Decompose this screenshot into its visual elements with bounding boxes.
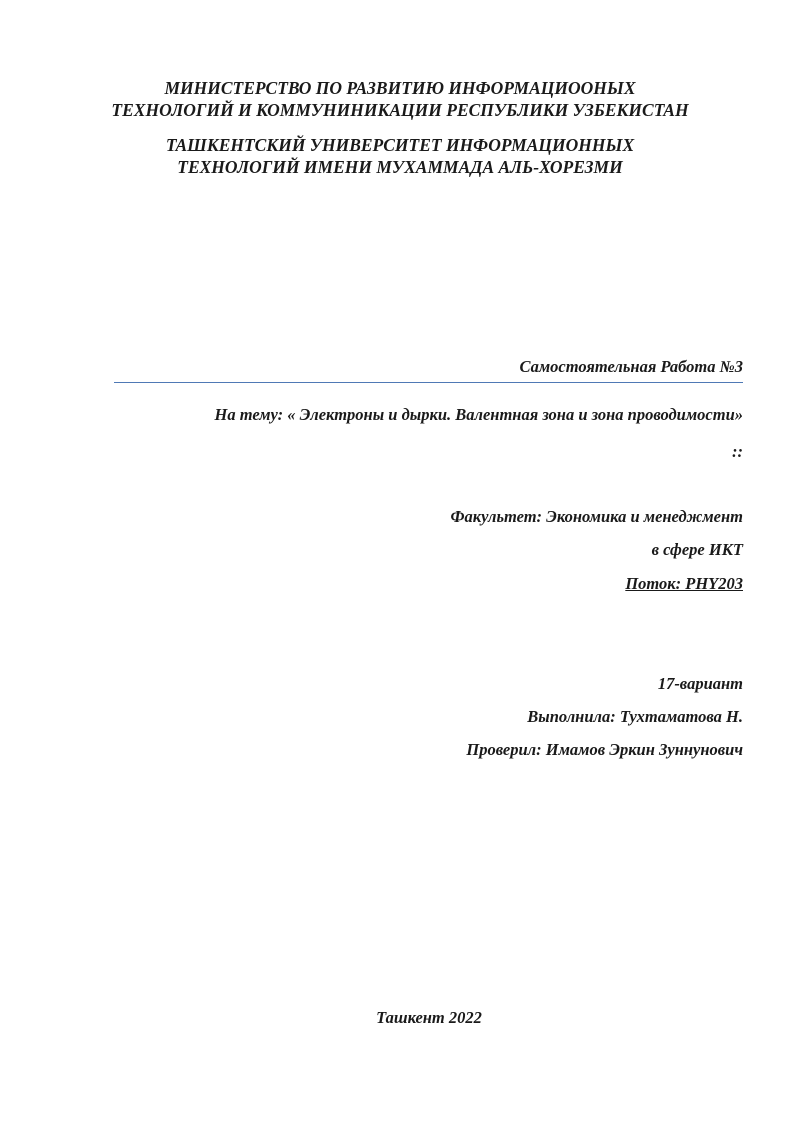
performer-label: Выполнила: Тухтаматова Н. (527, 707, 743, 726)
ministry-line-2: ТЕХНОЛОГИЙ И КОММУНИНИКАЦИИ РЕСПУБЛИКИ УЗБЕКИСТАН (111, 100, 689, 120)
work-title: Самостоятельная Работа №3 (519, 357, 743, 376)
university-line-1: ТАШКЕНТСКИЙ УНИВЕРСИТЕТ ИНФОРМАЦИОННЫХ (165, 135, 635, 155)
university-line-2: ТЕХНОЛОГИЙ ИМЕНИ МУХАММАДА АЛЬ-ХОРЕЗМИ (177, 157, 623, 177)
variant-label: 17-вариант (657, 674, 743, 693)
topic-line: На тему: « Электроны и дырки. Валентная зона и зона проводимости» (214, 405, 743, 424)
faculty-line-1: Факультет: Экономика и менеджмент (450, 507, 743, 526)
checker-label: Проверил: Имамов Эркин Зуннунович (466, 740, 743, 759)
ministry-line-1: МИНИСТЕРСТВО ПО РАЗВИТИЮ ИНФОРМАЦИООНЫХ (164, 78, 636, 98)
title-divider (114, 382, 743, 383)
faculty-line-2: в сфере ИКТ (651, 540, 743, 559)
stream-label: Поток: PHY203 (625, 574, 743, 593)
university-heading (0, 134, 800, 178)
topic-suffix: :: (732, 442, 743, 461)
city-year: Ташкент 2022 (376, 1008, 482, 1027)
ministry-heading (0, 77, 800, 121)
